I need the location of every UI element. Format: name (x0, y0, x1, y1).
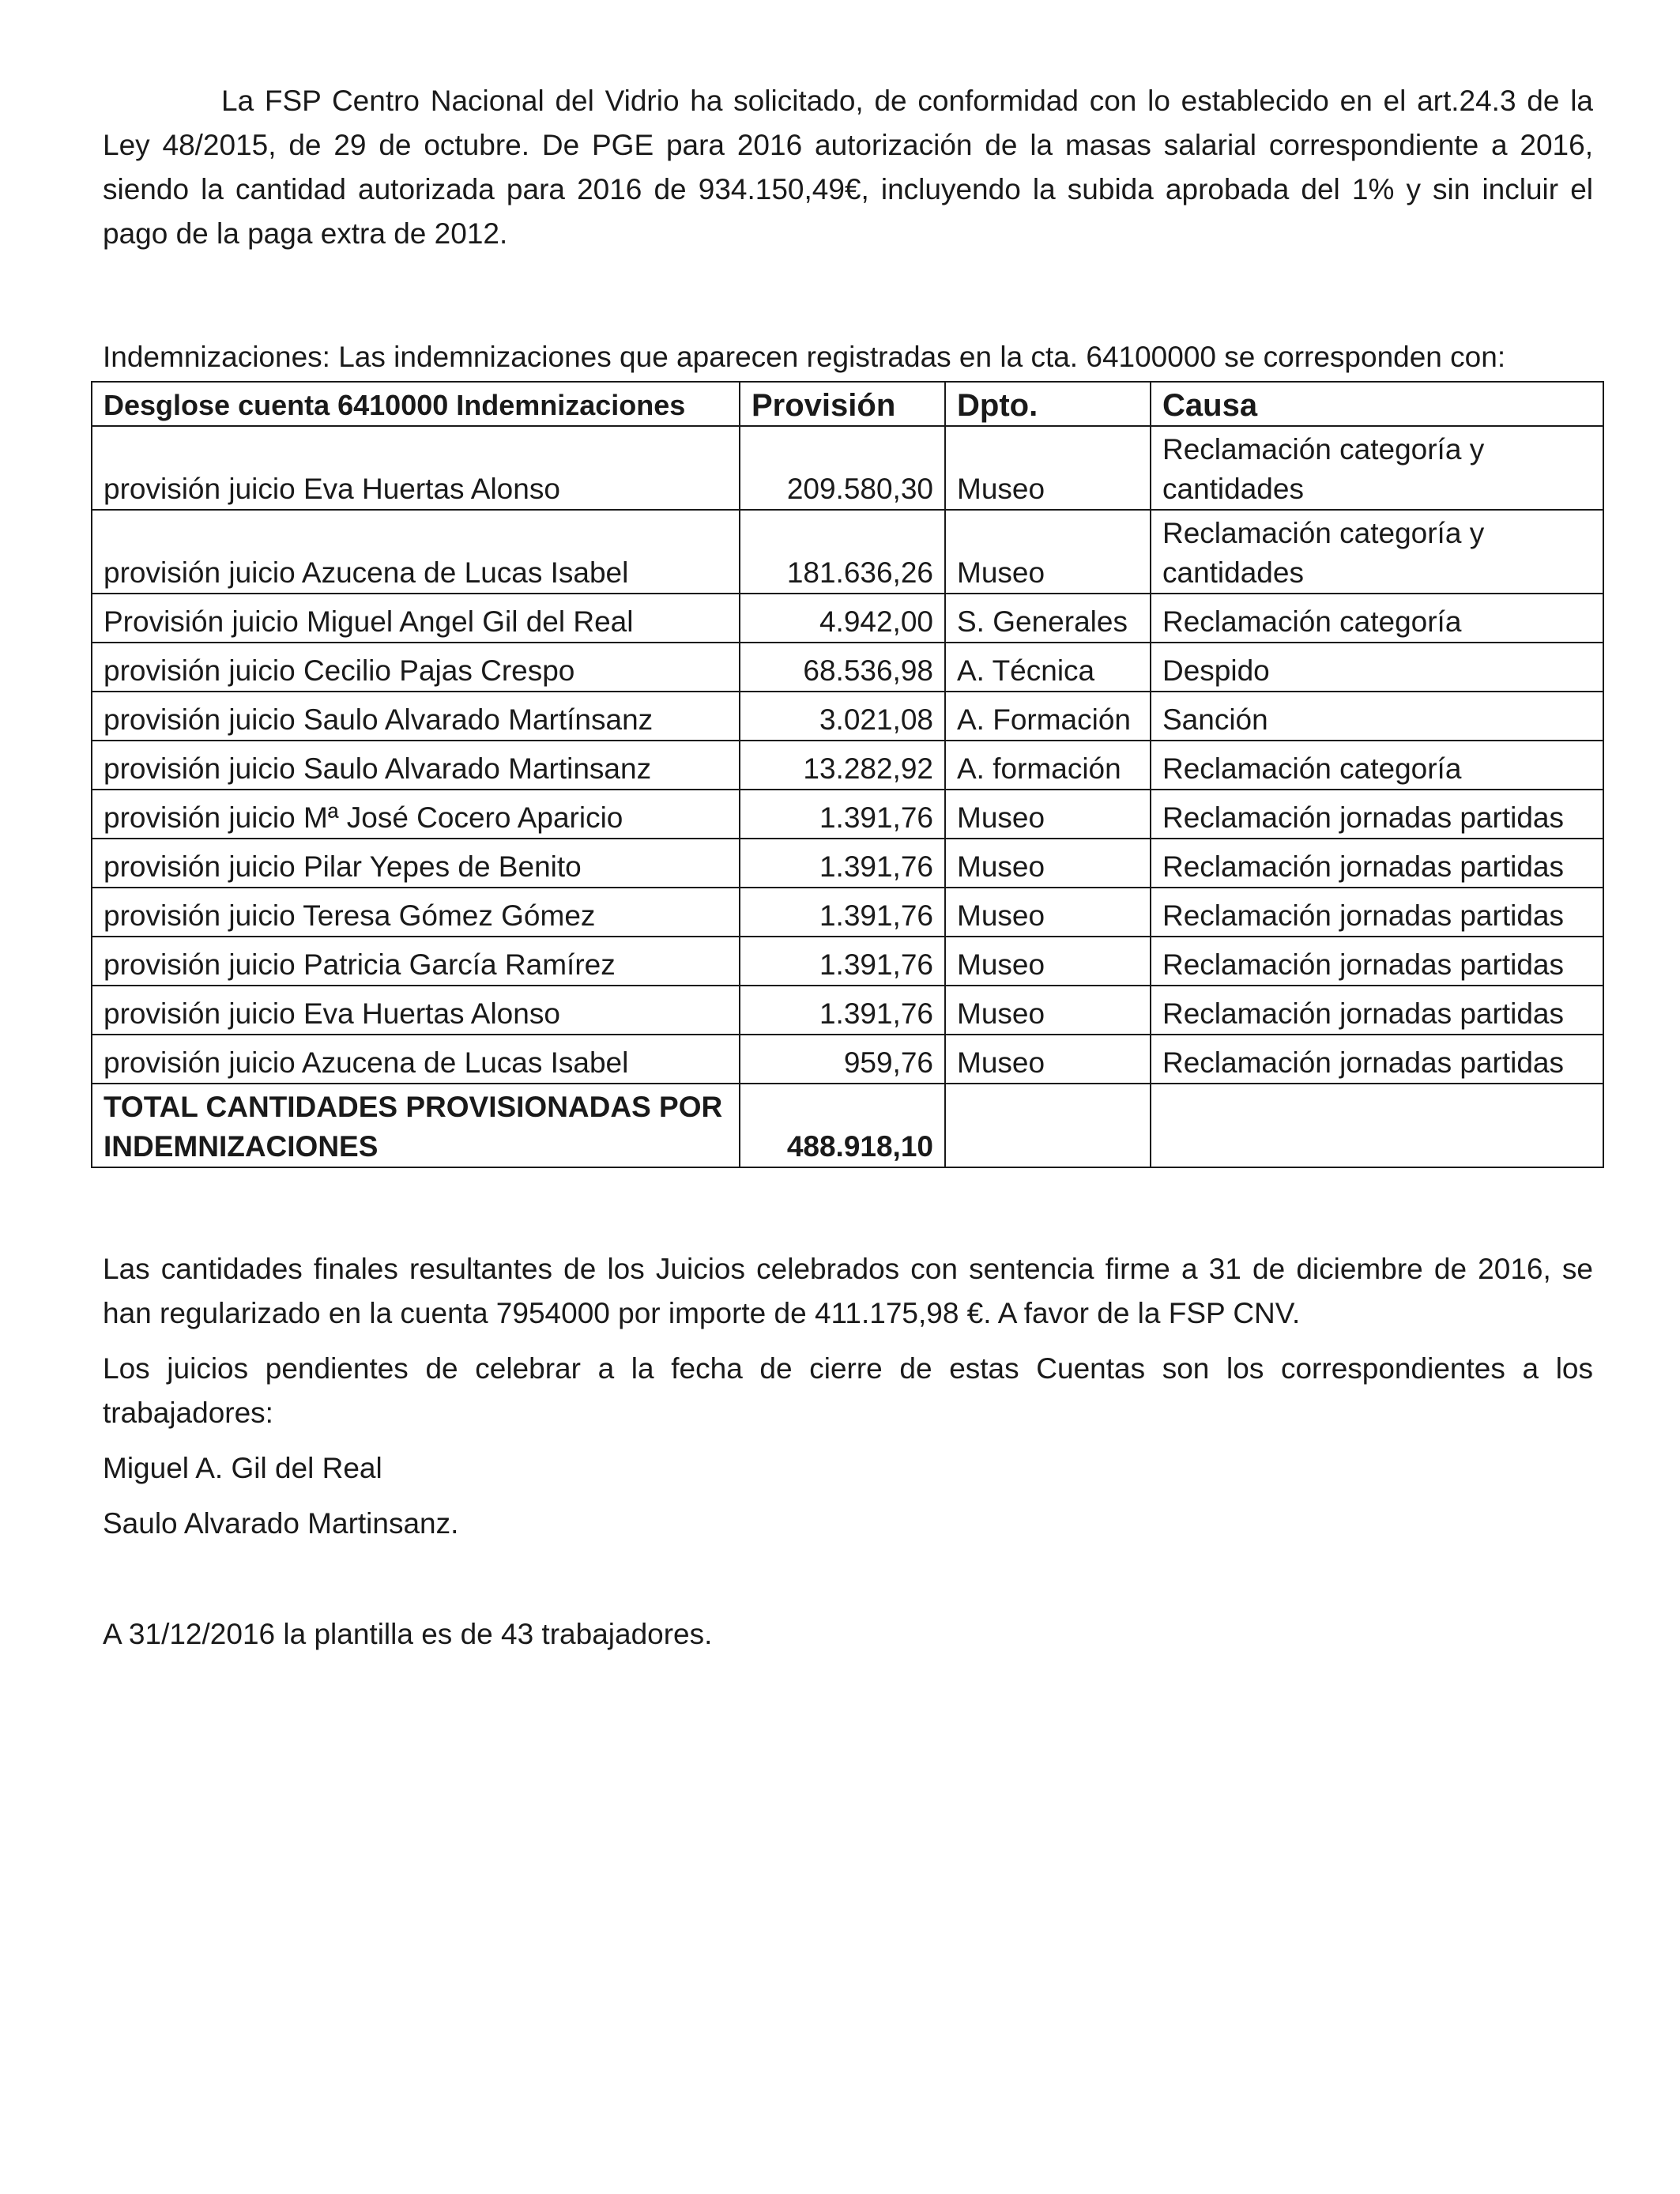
table-row (92, 839, 1603, 888)
table-row (92, 643, 1603, 692)
pending-worker: Miguel A. Gil del Real (103, 1452, 382, 1484)
cell-dpto: A. formación (945, 741, 1151, 790)
cell-causa: Reclamación jornadas partidas (1151, 937, 1603, 986)
cell-causa: Reclamación categoría (1151, 741, 1603, 790)
cell-desc: provisión juicio Saulo Alvarado Martínsanz (92, 692, 740, 741)
cell-desc: provisión juicio Cecilio Pajas Crespo (92, 643, 740, 692)
cell-provision: 13.282,92 (740, 741, 945, 790)
total-label: TOTAL CANTIDADES PROVISIONADAS POR INDEMNIZACIONES (92, 1084, 740, 1167)
cell-causa: Sanción (1151, 692, 1603, 741)
table-row (92, 790, 1603, 839)
cell-provision: 1.391,76 (740, 986, 945, 1035)
cell-causa: Reclamación jornadas partidas (1151, 888, 1603, 937)
header-provision: Provisión (740, 382, 945, 426)
cell-desc: provisión juicio Eva Huertas Alonso (92, 426, 740, 510)
total-empty-cell (1151, 1084, 1603, 1167)
cell-dpto: Museo (945, 839, 1151, 888)
cell-provision: 209.580,30 (740, 426, 945, 510)
cell-causa: Reclamación jornadas partidas (1151, 839, 1603, 888)
table-row (92, 426, 1603, 510)
cell-causa: Reclamación jornadas partidas (1151, 986, 1603, 1035)
cell-provision: 1.391,76 (740, 790, 945, 839)
cell-desc: provisión juicio Mª José Cocero Aparicio (92, 790, 740, 839)
cell-dpto: Museo (945, 888, 1151, 937)
cell-desc: provisión juicio Pilar Yepes de Benito (92, 839, 740, 888)
cell-provision: 959,76 (740, 1035, 945, 1084)
table-row (92, 741, 1603, 790)
cell-desc: provisión juicio Saulo Alvarado Martinsanz (92, 741, 740, 790)
table-row (92, 986, 1603, 1035)
document-page (103, 79, 1593, 1657)
header-causa: Causa (1151, 382, 1603, 426)
cell-provision: 3.021,08 (740, 692, 945, 741)
pending-paragraph: Los juicios pendientes de celebrar a la fecha de cierre de estas Cuentas son los correspondientes a los trabajadores: (103, 1352, 1593, 1429)
table-header-row (92, 382, 1603, 426)
cell-desc: provisión juicio Azucena de Lucas Isabel (92, 1035, 740, 1084)
spacer (103, 1168, 1593, 1247)
cell-dpto: S. Generales (945, 594, 1151, 643)
table-row (92, 510, 1603, 594)
cell-dpto: A. Técnica (945, 643, 1151, 692)
cell-desc: provisión juicio Patricia García Ramírez (92, 937, 740, 986)
regularization-paragraph: Las cantidades finales resultantes de los Juicios celebrados con sentencia firme a 31 de diciembre de 2016, se han regularizado en la cuenta 7954000 por importe de 411.175,98 €. A favor de la FSP CNV. (103, 1253, 1593, 1329)
cell-causa: Reclamación categoría (1151, 594, 1603, 643)
cell-provision: 1.391,76 (740, 839, 945, 888)
cell-dpto: Museo (945, 937, 1151, 986)
cell-dpto: Museo (945, 1035, 1151, 1084)
cell-dpto: Museo (945, 426, 1151, 510)
cell-causa: Despido (1151, 643, 1603, 692)
pending-worker: Saulo Alvarado Martinsanz. (103, 1507, 459, 1540)
table-row (92, 937, 1603, 986)
cell-desc: provisión juicio Azucena de Lucas Isabel (92, 510, 740, 594)
table-row (92, 692, 1603, 741)
table-row (92, 888, 1603, 937)
header-desglose: Desglose cuenta 6410000 Indemnizaciones (92, 382, 740, 426)
cell-provision: 4.942,00 (740, 594, 945, 643)
table-total-row (92, 1084, 1603, 1167)
indemnizaciones-table (91, 381, 1604, 1168)
total-empty-cell (945, 1084, 1151, 1167)
cell-provision: 68.536,98 (740, 643, 945, 692)
cell-causa: Reclamación jornadas partidas (1151, 790, 1603, 839)
table-row (92, 1035, 1603, 1084)
cell-dpto: Museo (945, 986, 1151, 1035)
cell-causa: Reclamación categoría y cantidades (1151, 510, 1603, 594)
header-dpto: Dpto. (945, 382, 1151, 426)
cell-desc: Provisión juicio Miguel Angel Gil del Real (92, 594, 740, 643)
cell-provision: 181.636,26 (740, 510, 945, 594)
table-intro-text: Indemnizaciones: Las indemnizaciones que aparecen registradas en la cta. 64100000 se corresponden con: (103, 341, 1506, 373)
cell-causa: Reclamación categoría y cantidades (1151, 426, 1603, 510)
cell-dpto: Museo (945, 510, 1151, 594)
cell-desc: provisión juicio Eva Huertas Alonso (92, 986, 740, 1035)
spacer (103, 1557, 1593, 1612)
cell-dpto: A. Formación (945, 692, 1151, 741)
spacer (103, 256, 1593, 335)
cell-desc: provisión juicio Teresa Gómez Gómez (92, 888, 740, 937)
cell-provision: 1.391,76 (740, 888, 945, 937)
total-value: 488.918,10 (740, 1084, 945, 1167)
staff-paragraph: A 31/12/2016 la plantilla es de 43 trabajadores. (103, 1618, 713, 1650)
cell-provision: 1.391,76 (740, 937, 945, 986)
table-row (92, 594, 1603, 643)
intro-paragraph: La FSP Centro Nacional del Vidrio ha solicitado, de conformidad con lo establecido en el art.24.3 de la Ley 48/2015, de 29 de octubre. De PGE para 2016 autorización de la masas salarial correspondiente a 2016, siendo la cantidad autorizada para 2016 de 934.150,49€, incluyendo la subida aprobada del 1% y sin incluir el pago de la paga extra de 2012. (103, 85, 1593, 250)
cell-causa: Reclamación jornadas partidas (1151, 1035, 1603, 1084)
cell-dpto: Museo (945, 790, 1151, 839)
